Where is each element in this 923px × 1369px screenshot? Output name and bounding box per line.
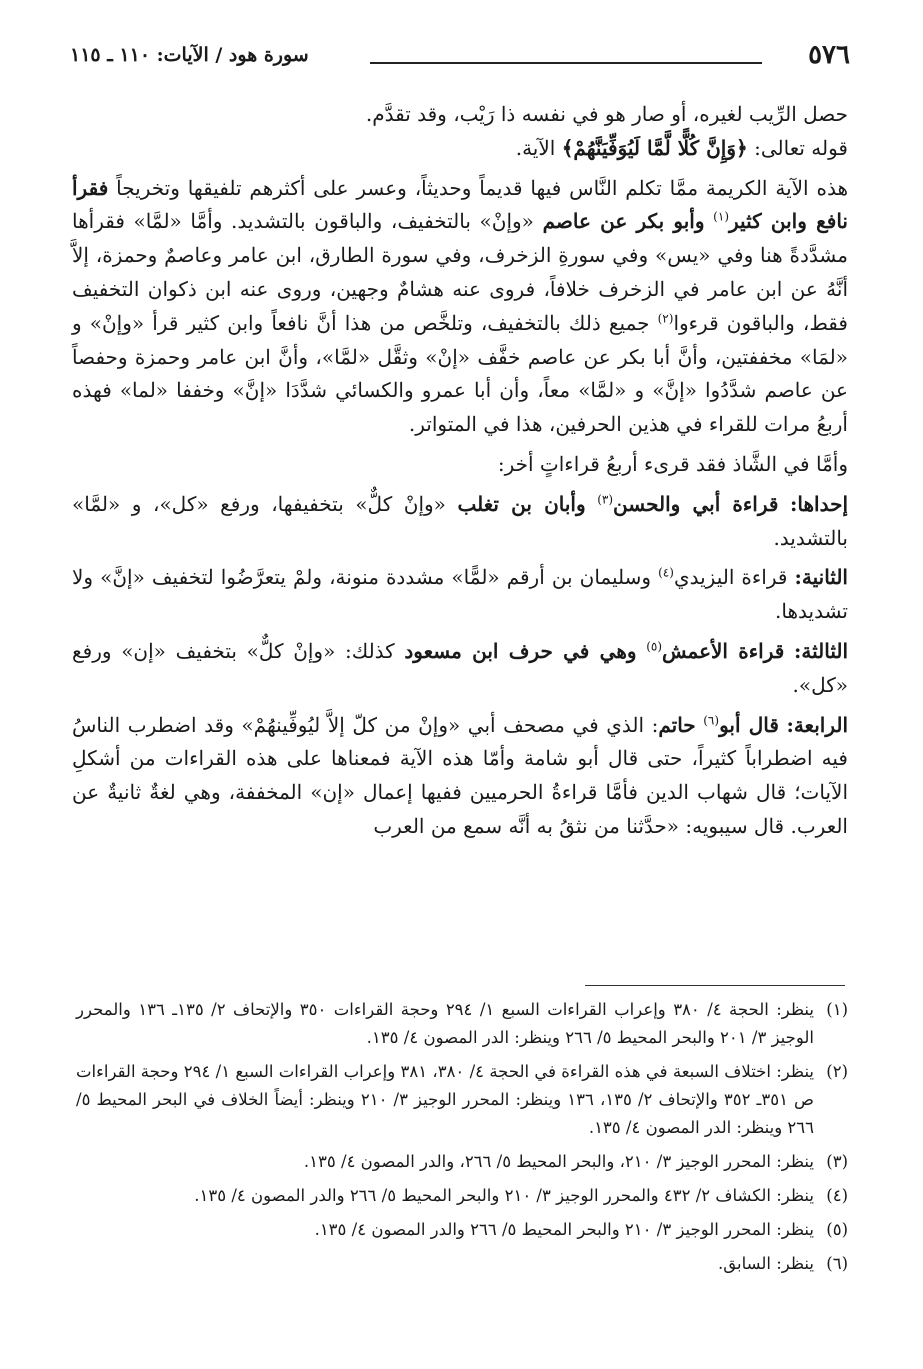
verse-intro: قوله تعالى: [754,135,848,160]
reading-label: الثانية: [794,565,848,590]
footnote-ref: (٤) [658,565,674,580]
text-run: وسليمان بن أرقم «لمًّا» مشددة منونة، ولمْ يتعرَّضُوا لتخفيف «إنَّ» ولا تشديدها. [72,565,848,624]
footnote-number: (١) [826,1000,848,1019]
footnote-number: (٥) [826,1220,848,1239]
reading-3 [72,635,848,703]
footnote [76,1250,848,1278]
bold-run: قال أبو [719,712,779,737]
footnote-text: ينظر: اختلاف السبعة في هذه القراءة في الحجة ٤/ ٣٨٠، ٣٨١ وإعراب القراءات السبع ١/ ٢٩٤ وحجة القراءات ص ٣٥١ـ ٣٥٢ والإتحاف ٢/ ١٣٥، ١٣٦ وينظر: المحرر الوجيز ٣/ ٢١٠ وينظر: أيضاً الخلاف في البحر المحيط ٥/ ٢٦٦ وينظر: الدر المصون ٤/ ١٣٥. [76,1062,815,1137]
footnote-number: (٢) [826,1062,848,1081]
footnotes [76,996,848,1284]
text-run: هذه الآية الكريمة ممَّا تكلم النَّاس فيها قديماً وحديثاً، وعسر على أكثرهم تلفيقها وتخريجاً [116,175,848,200]
reading-4 [72,709,848,844]
page-number: ٥٧٦ [808,40,850,70]
text-run: جميع ذلك بالتخفيف، وتلخَّص من هذا أنَّ نافعاً وابن كثير قرأ «وإنْ» و «لمَا» مخففتين، وأنَّ أبا بكر عن عاصم خفَّف «إنْ» وثقَّل «لمَّا»، وأنَّ ابن عامر وحمزة وحفصاً عن عاصم شدَّدُوا «إنَّ» و «لمَّا» معاً، وأن أبا عمرو والكسائي شدَّدَا «إنَّ» وخففا «لما» فهذه أربعُ مرات للقراء في هذين الحرفين، هذا في المتواتر. [72,310,848,437]
header-rule [370,62,762,64]
reading-label: الرابعة: [786,712,849,737]
footnote [76,1182,848,1210]
text-run: «وإنْ» بالتخفيف، والباقون بالتشديد. وأمَّا «لمَّا» فقرأها مشدَّدةً هنا وفي «يس» وفي سورةِ الزخرف، وفي سورة الطارق، ابن عامر وعاصمٌ وحمزة، إلاَّ أنَّهُ عن ابن عامر في الزخرف خلافاً، فروى عنه هشامٌ وجهين، وروى عنه ابن ذكوان التخفيف فقط، والباقون قرءوا [72,209,849,335]
bold-run: وأبان بن تغلب [457,491,586,516]
running-header [70,38,850,72]
footnote-number: (٣) [826,1152,848,1171]
text-run: قراءة اليزيدي [673,565,788,590]
footnote-number: (٤) [826,1186,848,1205]
quran-verse: ﴿وَإِنَّ كُلًّا لَّمَّا لَيُوَفِّيَنَّهُمْ﴾ [561,135,748,160]
reading-label: الثالثة: [793,638,848,663]
bold-run: قراءة أبي والحسن [613,491,779,516]
footnote-ref: (١) [713,209,729,224]
footnote-text: ينظر: المحرر الوجيز ٣/ ٢١٠، والبحر المحيط ٥/ ٢٦٦، والدر المصون ٤/ ١٣٥. [303,1152,814,1171]
footnote [76,1058,848,1142]
paragraph-3 [72,172,848,442]
bold-run: حاتم [658,712,696,737]
verse-outro: الآية. [515,135,556,160]
reading-label: إحداها: [790,491,849,516]
footnote-ref: (٢) [657,311,674,326]
footnote-number: (٦) [826,1254,848,1273]
main-text [72,98,848,844]
footnote-ref: (٦) [703,712,720,727]
text-run: كذلك: «وإنْ كلٌّ» بتخفيف «إن» ورفع «كل». [72,638,848,697]
footnote-text: ينظر: المحرر الوجيز ٣/ ٢١٠ والبحر المحيط ٥/ ٢٦٦ والدر المصون ٤/ ١٣٥. [314,1220,814,1239]
bold-run: وأبو بكر عن عاصم [542,209,705,234]
footnote-separator [585,985,845,986]
footnote-text: ينظر: السابق. [718,1254,814,1273]
bold-run: قراءة الأعمش [662,638,785,663]
footnote [76,1216,848,1244]
footnote-text: ينظر: الحجة ٤/ ٣٨٠ وإعراب القراءات السبع ١/ ٢٩٤ وحجة القراءات ٣٥٠ والإتحاف ٢/ ١٣٥ـ ١٣٦ والمحرر الوجيز ٣/ ٢٠١ والبحر المحيط ٥/ ٢٦٦ وينظر: الدر المصون ٤/ ١٣٥. [76,1000,815,1047]
footnote-ref: (٥) [646,639,663,654]
footnote-ref: (٣) [597,492,614,507]
paragraph-4: وأمَّا في الشَّاذ فقد قرىء أربعُ قراءاتٍ أخر: [497,451,848,476]
footnote-text: ينظر: الكشاف ٢/ ٤٣٢ والمحرر الوجيز ٣/ ٢١٠ والبحر المحيط ٥/ ٢٦٦ والدر المصون ٤/ ١٣٥. [194,1186,814,1205]
text-run: «وإنْ كلٌّ» بتخفيفها، ورفع «كل»، و «لمَّا» بالتشديد. [72,491,848,550]
reading-2 [72,561,848,629]
paragraph-2 [72,132,848,166]
bold-run: وهي في حرف ابن مسعود [404,638,637,663]
header-title: سورة هود / الآيات: ١١٠ ـ ١١٥ [70,44,309,66]
paragraph-1: حصل الرِّيب لغيره، أو صار هو في نفسه ذا رَيْب، وقد تقدَّم. [365,102,848,126]
footnote [76,996,848,1052]
reading-1 [72,488,848,556]
text-run: : الذي في مصحف أبي «وإنْ من كلّ إلاَّ ليُوفِّينهُمْ» وقد اضطرب الناسُ فيه اضطراباً كثيراً، حتى قال أبو شامة وأمّا هذه الآية فمعناها على هذه القراءات من أشكلِ الآيات؛ قال شهاب الدين فأمَّا قراءةُ الحرميين ففيها إعمال «إن» المخففة، وهي لغةٌ ثانيةٌ عن العرب. قال سيبويه: «حدَّثنا من نثقُ به أنَّه سمع من العرب [72,712,848,838]
footnote [76,1148,848,1176]
bold-run: فقرأ نافع وابن كثير [72,175,848,234]
